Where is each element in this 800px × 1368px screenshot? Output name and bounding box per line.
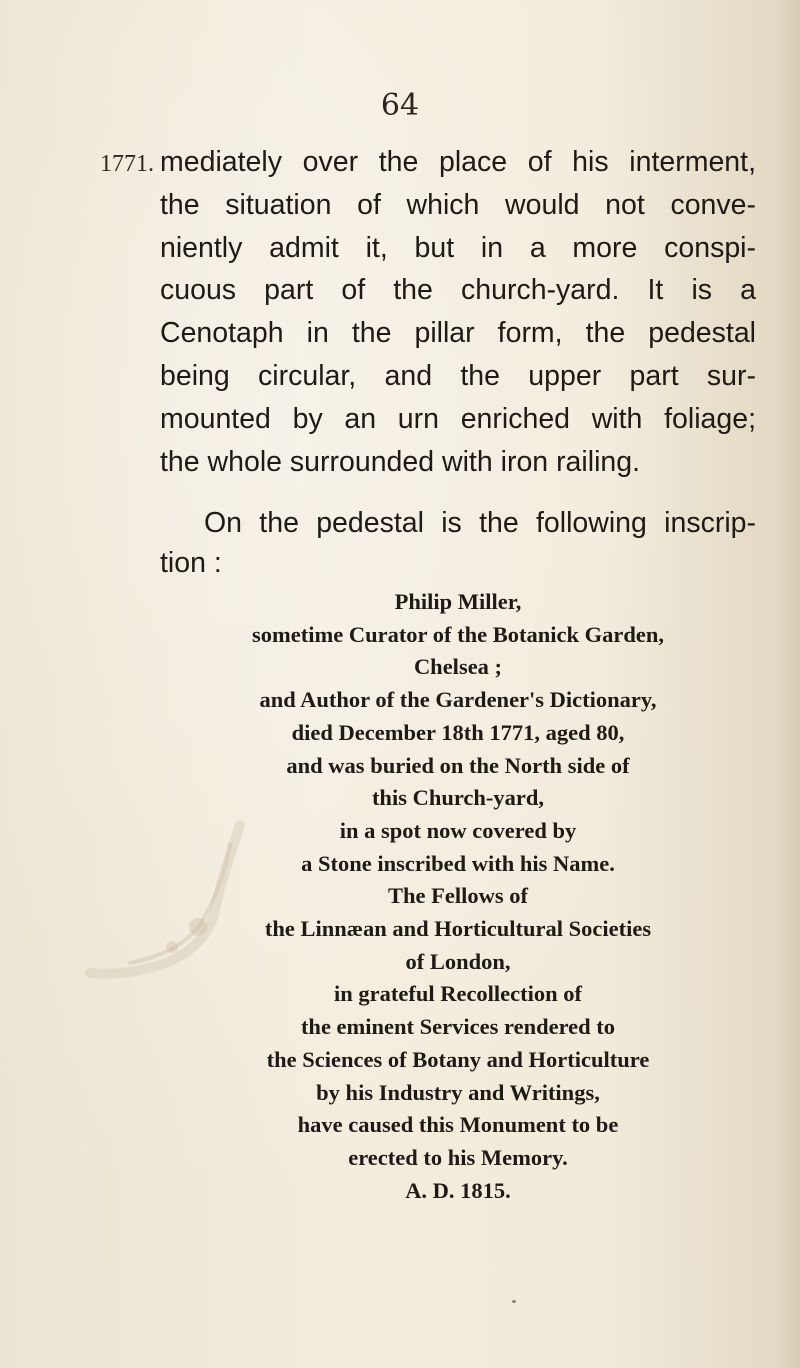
inscription-line: and was buried on the North side of — [286, 752, 630, 778]
paragraph-line: the whole surrounded with iron railing. — [160, 445, 641, 478]
inscription-line: in a spot now covered by — [339, 817, 577, 843]
inscription-intro — [160, 503, 756, 583]
inscription-line: erected to his Memory. — [348, 1144, 568, 1170]
margin-year-note: 1771. — [100, 151, 154, 177]
inscription-line: a Stone inscribed with his Name. — [301, 850, 615, 876]
inscription-line: The Fellows of — [388, 883, 528, 909]
body-paragraph — [160, 141, 756, 483]
inscription-line: died December 18th 1771, aged 80, — [291, 719, 625, 745]
paper-stain — [80, 815, 260, 985]
inscription-line: and Author of the Gardener's Dictionary, — [259, 687, 657, 713]
intro-line: tion : — [160, 547, 222, 579]
inscription-line: sometime Curator of the Botanick Garden, — [251, 621, 665, 647]
paragraph-line: mounted by an urn enriched with foliage; — [160, 402, 756, 435]
inscription-line: this Church-yard, — [371, 785, 545, 811]
page-number: 64 — [380, 88, 420, 123]
inscription-line: the eminent Services rendered to — [300, 1014, 616, 1040]
paragraph-line: cuous part of the church-yard. It is a — [160, 274, 756, 307]
paragraph-line: being circular, and the upper part sur- — [160, 359, 756, 392]
inscription-line: the Linnæan and Horticultural Societies — [264, 916, 652, 942]
inscription-line: the Sciences of Botany and Horticulture — [266, 1046, 650, 1072]
inscription-line: A. D. 1815. — [405, 1177, 511, 1203]
inscription-line: Chelsea ; — [413, 654, 503, 680]
inscription-line: of London, — [405, 948, 511, 974]
inscription-line: by his Industry and Writings, — [316, 1079, 600, 1105]
paragraph-line: mediately over the place of his interment, — [160, 146, 756, 178]
paragraph-line: Cenotaph in the pillar form, the pedestal — [160, 317, 756, 350]
inscription-line: in grateful Recollection of — [333, 981, 583, 1007]
inscription-line: have caused this Monument to be — [297, 1112, 619, 1138]
intro-line: On the pedestal is the following inscrip- — [204, 507, 756, 539]
paragraph-line: the situation of which would not conve- — [160, 188, 756, 221]
inscription-line: Philip Miller, — [394, 589, 522, 614]
paragraph-line: niently admit it, but in a more conspi- — [160, 231, 756, 264]
paper-speck — [512, 1300, 516, 1303]
